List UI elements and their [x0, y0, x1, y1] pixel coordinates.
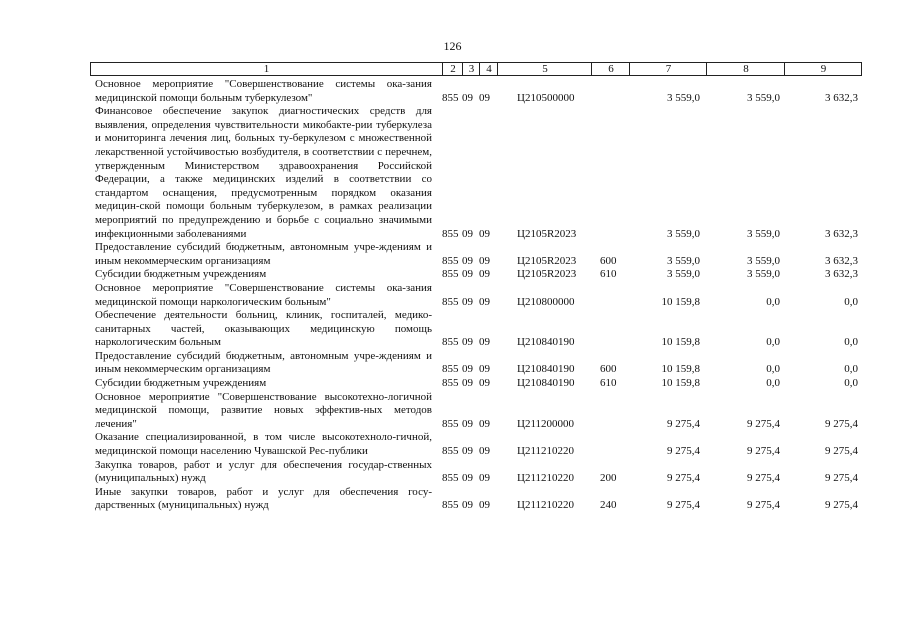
row-amount-col8: 3 559,0: [747, 91, 780, 104]
table-header: [90, 62, 862, 76]
row-subsection-code: 09: [479, 91, 490, 104]
header-col-5: 5: [497, 63, 592, 75]
row-expense-type: 600: [600, 363, 617, 376]
row-target-article: Ц211200000: [517, 417, 575, 430]
row-amount-col9: 9 275,4: [825, 445, 858, 458]
row-description: Предоставление субсидий бюджетным, автономным учре-ждениям и иным некоммерческим организациям: [95, 349, 432, 376]
row-codes: [0, 377, 905, 391]
row-subsection-code: 09: [479, 377, 490, 390]
row-codes: [0, 254, 905, 268]
row-amount-col9: 3 632,3: [825, 268, 858, 281]
row-description: Основное мероприятие "Совершенствование системы ока-зания медицинской помощи наркологическим больным": [95, 281, 432, 308]
row-amount-col9: 9 275,4: [825, 417, 858, 430]
table-row: [0, 78, 905, 105]
row-amount-col7: 10 159,8: [661, 336, 700, 349]
row-target-article: Ц210840190: [517, 363, 575, 376]
row-expense-type: 240: [600, 499, 617, 512]
row-section-code: 09: [462, 295, 473, 308]
row-amount-col9: 3 632,3: [825, 91, 858, 104]
row-target-article: Ц2105R2023: [517, 268, 577, 281]
row-amount-col9: 0,0: [844, 336, 858, 349]
row-admin-code: 855: [442, 295, 459, 308]
row-admin-code: 855: [442, 377, 459, 390]
row-description: Основное мероприятие "Совершенствование системы ока-зания медицинской помощи больным туберкулезом": [95, 78, 432, 104]
row-subsection-code: 09: [479, 268, 490, 281]
row-amount-col7: 3 559,0: [667, 268, 700, 281]
row-admin-code: 855: [442, 336, 459, 349]
page-number: 126: [443, 39, 462, 53]
row-admin-code: 855: [442, 254, 459, 267]
table-row: [0, 309, 905, 350]
row-expense-type: 610: [600, 268, 617, 281]
row-admin-code: 855: [442, 227, 459, 240]
row-amount-col8: 3 559,0: [747, 254, 780, 267]
table-row: [0, 282, 905, 309]
row-subsection-code: 09: [479, 363, 490, 376]
table-row: [0, 241, 905, 268]
row-amount-col7: 9 275,4: [667, 445, 700, 458]
row-codes: [0, 363, 905, 377]
row-target-article: Ц210500000: [517, 91, 575, 104]
row-amount-col8: 0,0: [766, 295, 780, 308]
row-codes: [0, 499, 905, 513]
row-admin-code: 855: [442, 268, 459, 281]
row-amount-col8: 9 275,4: [747, 445, 780, 458]
row-subsection-code: 09: [479, 336, 490, 349]
row-target-article: Ц211210220: [517, 499, 575, 512]
row-expense-type: 610: [600, 377, 617, 390]
row-description: Закупка товаров, работ и услуг для обеспечения государ-ственных (муниципальных) нужд: [95, 458, 432, 485]
row-amount-col9: 0,0: [844, 377, 858, 390]
row-subsection-code: 09: [479, 295, 490, 308]
header-col-8: 8: [706, 63, 785, 75]
row-description: Предоставление субсидий бюджетным, автономным учре-ждениям и иным некоммерческим организациям: [95, 241, 432, 267]
row-section-code: 09: [462, 377, 473, 390]
row-codes: [0, 227, 905, 241]
row-amount-col8: 3 559,0: [747, 227, 780, 240]
table-row: [0, 377, 905, 391]
row-section-code: 09: [462, 227, 473, 240]
header-col-4: 4: [479, 63, 498, 75]
row-target-article: Ц211210220: [517, 445, 575, 458]
header-col-7: 7: [629, 63, 707, 75]
row-amount-col8: 0,0: [766, 363, 780, 376]
table-row: [0, 105, 905, 241]
row-codes: [0, 91, 905, 105]
row-amount-col7: 10 159,8: [661, 363, 700, 376]
row-amount-col9: 0,0: [844, 363, 858, 376]
row-amount-col7: 10 159,8: [661, 295, 700, 308]
table-row: [0, 459, 905, 486]
row-subsection-code: 09: [479, 227, 490, 240]
row-section-code: 09: [462, 445, 473, 458]
header-col-1: 1: [263, 63, 270, 75]
row-codes: [0, 417, 905, 431]
row-section-code: 09: [462, 499, 473, 512]
row-target-article: Ц210800000: [517, 295, 575, 308]
row-subsection-code: 09: [479, 254, 490, 267]
table-row: [0, 391, 905, 432]
row-amount-col8: 3 559,0: [747, 268, 780, 281]
row-admin-code: 855: [442, 472, 459, 485]
row-amount-col9: 9 275,4: [825, 499, 858, 512]
row-amount-col7: 9 275,4: [667, 417, 700, 430]
row-description: Основное мероприятие "Совершенствование высокотехно-логичной медицинской помощи, развитие новых эффектив-ных методов лечения": [95, 390, 432, 430]
row-description: Обеспечение деятельности больниц, клиник, госпиталей, медико-санитарных частей, оказывающих медицинскую помощь наркологическим больным: [95, 309, 432, 349]
header-col-3: 3: [462, 63, 480, 75]
table-row: [0, 486, 905, 513]
row-description: Оказание специализированной, в том числе высокотехноло-гичной, медицинской помощи населению Чувашской Рес-публики: [95, 431, 432, 458]
row-codes: [0, 295, 905, 309]
row-admin-code: 855: [442, 91, 459, 104]
row-description: Субсидии бюджетным учреждениям: [95, 377, 267, 390]
row-section-code: 09: [462, 91, 473, 104]
row-amount-col7: 9 275,4: [667, 472, 700, 485]
row-section-code: 09: [462, 417, 473, 430]
header-col-6: 6: [591, 63, 630, 75]
row-admin-code: 855: [442, 363, 459, 376]
row-codes: [0, 472, 905, 486]
row-amount-col8: 9 275,4: [747, 472, 780, 485]
row-description: Иные закупки товаров, работ и услуг для обеспечения госу-дарственных (муниципальных) нужд: [95, 485, 432, 512]
row-amount-col8: 9 275,4: [747, 417, 780, 430]
row-section-code: 09: [462, 254, 473, 267]
row-amount-col8: 9 275,4: [747, 499, 780, 512]
row-expense-type: 200: [600, 472, 617, 485]
row-amount-col8: 0,0: [766, 336, 780, 349]
row-section-code: 09: [462, 472, 473, 485]
row-amount-col7: 3 559,0: [667, 91, 700, 104]
row-subsection-code: 09: [479, 472, 490, 485]
row-amount-col7: 10 159,8: [661, 377, 700, 390]
row-admin-code: 855: [442, 499, 459, 512]
row-subsection-code: 09: [479, 445, 490, 458]
row-amount-col9: 9 275,4: [825, 472, 858, 485]
row-description: Финансовое обеспечение закупок диагностических средств для выявления, определения чувствительности микобакте-рии туберкулеза и мониторинга лечения лиц, больных ту-беркулезом с множественной лекарственной устойчивостью возбудителя, в соответствии с перечнем, утвержденным Министерством здравоохранения Российской Федерации, а также медицинских изделий в соответствии со стандартом оснащения, предусмотренным порядком оказания медицин-ской помощи больным туберкулезом, в рамках реализации мероприятий по предупреждению и борьбе с социально значимыми инфекционными заболеваниями: [95, 105, 432, 240]
row-amount-col9: 0,0: [844, 295, 858, 308]
row-description: Субсидии бюджетным учреждениям: [95, 268, 267, 281]
row-amount-col9: 3 632,3: [825, 254, 858, 267]
row-codes: [0, 336, 905, 350]
row-target-article: Ц2105R2023: [517, 254, 577, 267]
table-row: [0, 350, 905, 377]
header-col-2: 2: [442, 63, 463, 75]
row-target-article: Ц210840190: [517, 336, 575, 349]
row-target-article: Ц2105R2023: [517, 227, 577, 240]
row-target-article: Ц210840190: [517, 377, 575, 390]
row-target-article: Ц211210220: [517, 472, 575, 485]
row-codes: [0, 445, 905, 459]
table-row: [0, 431, 905, 458]
row-admin-code: 855: [442, 445, 459, 458]
row-section-code: 09: [462, 268, 473, 281]
row-subsection-code: 09: [479, 417, 490, 430]
table-row: [0, 268, 905, 282]
row-expense-type: 600: [600, 254, 617, 267]
header-col-9: 9: [784, 63, 862, 75]
row-amount-col8: 0,0: [766, 377, 780, 390]
row-subsection-code: 09: [479, 499, 490, 512]
table-body: [0, 78, 905, 513]
row-amount-col9: 3 632,3: [825, 227, 858, 240]
row-codes: [0, 268, 905, 282]
row-section-code: 09: [462, 363, 473, 376]
row-amount-col7: 3 559,0: [667, 254, 700, 267]
row-admin-code: 855: [442, 417, 459, 430]
row-amount-col7: 3 559,0: [667, 227, 700, 240]
row-amount-col7: 9 275,4: [667, 499, 700, 512]
row-section-code: 09: [462, 336, 473, 349]
